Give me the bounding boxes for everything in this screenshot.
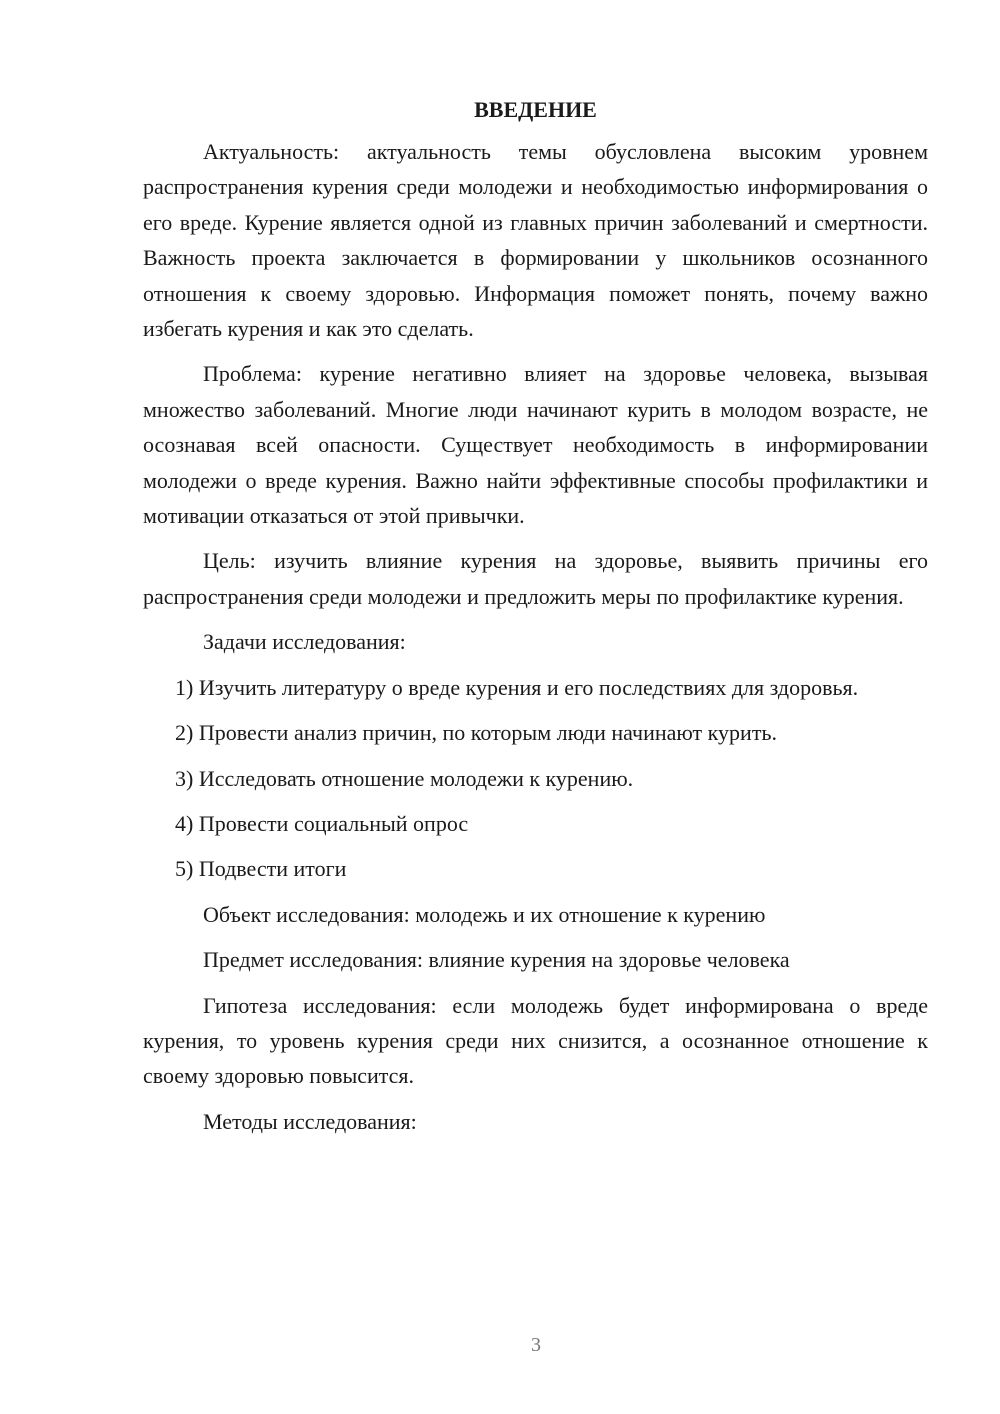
object-paragraph: Объект исследования: молодежь и их отношение к курению <box>203 901 766 927</box>
problem-paragraph: Проблема: курение негативно влияет на здоровье человека, вызывая множество заболеваний. Многие люди начинают курить в молодом возрасте, не осознавая всей опасности. Существует необходимость в информировании молодежи о вреде курения. Важно найти эффективные способы профилактики и мотивации отказаться от этой привычки. <box>143 361 928 529</box>
methods-heading: Методы исследования: <box>203 1108 417 1134</box>
goal-paragraph: Цель: изучить влияние курения на здоровье, выявить причины его распространения среди молодежи и предложить меры по профилактике курения. <box>143 548 928 609</box>
tasks-heading: Задачи исследования: <box>203 629 406 655</box>
task-item-5: 5) Подвести итоги <box>175 856 347 882</box>
page-content <box>143 92 928 1149</box>
relevance-paragraph: Актуальность: актуальность темы обусловлена высоким уровнем распространения курения среди молодежи и необходимостью информирования о его вреде. Курение является одной из главных причин заболеваний и смертности. Важность проекта заключается в формировании у школьников осознанного отношения к своему здоровью. Информация поможет понять, почему важно избегать курения и как это сделать. <box>143 139 928 342</box>
task-item-2: 2) Провести анализ причин, по которым люди начинают курить. <box>175 720 777 746</box>
page-number: 3 <box>531 1334 541 1356</box>
task-item-1: 1) Изучить литературу о вреде курения и его последствиях для здоровья. <box>175 674 859 700</box>
task-item-3: 3) Исследовать отношение молодежи к курению. <box>175 765 634 791</box>
subject-paragraph: Предмет исследования: влияние курения на здоровье человека <box>203 947 790 973</box>
section-title: ВВЕДЕНИЕ <box>474 97 597 122</box>
hypothesis-paragraph: Гипотеза исследования: если молодежь будет информирована о вреде курения, то уровень курения среди них снизится, а осознанное отношение к своему здоровью повысится. <box>143 992 928 1089</box>
task-item-4: 4) Провести социальный опрос <box>175 810 469 836</box>
